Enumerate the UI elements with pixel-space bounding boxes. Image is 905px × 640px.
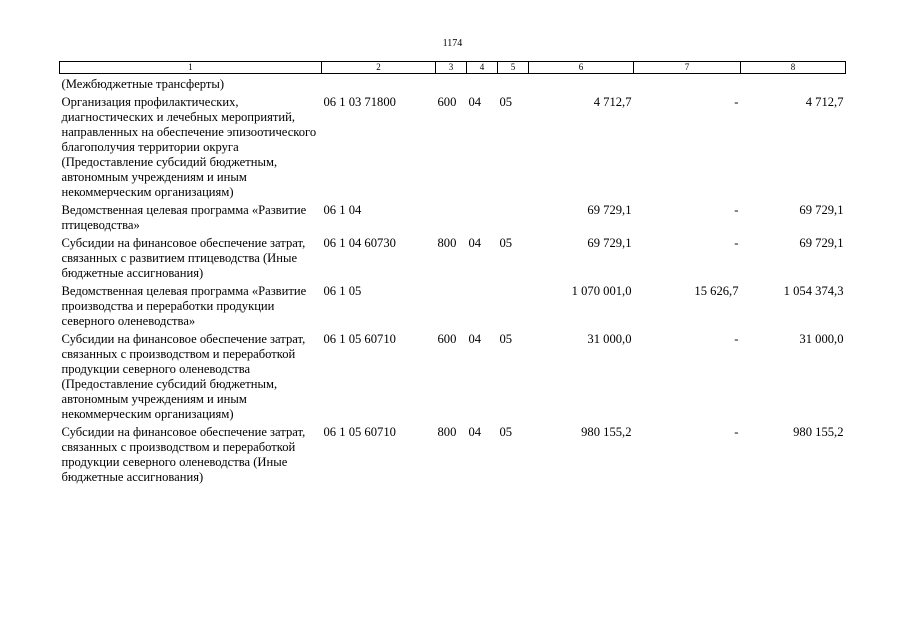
approved-sum: 4 712,7 (593, 95, 632, 109)
row-description: (Межбюджетные трансферты) (61, 77, 225, 91)
expense-type (436, 200, 467, 233)
column-number-row (60, 62, 846, 74)
target-article-code: 06 1 03 71800 (323, 95, 396, 109)
approved-sum: 1 070 001,0 (571, 284, 632, 298)
continuation-row (60, 74, 846, 93)
approved-sum: 69 729,1 (587, 203, 632, 217)
expense-type: 800 (437, 236, 457, 250)
row-description: Ведомственная целевая программа «Развитие птицеводства» (61, 203, 307, 232)
subsection-code: 05 (499, 236, 513, 250)
change-sum: - (734, 203, 739, 217)
row-description: Субсидии на финансовое обеспечение затрат, связанных с производством и переработкой продукции северного оленеводства (Предоставление субсидий бюджетным, автономным учреждениям и иным некоммерческим организациям) (61, 332, 306, 421)
change-sum: - (734, 236, 739, 250)
approved-sum: 980 155,2 (581, 425, 632, 439)
table-row (60, 422, 846, 485)
target-article-code: 06 1 05 60710 (323, 425, 396, 439)
change-sum: - (734, 95, 739, 109)
expense-type: 600 (437, 332, 457, 346)
target-article-code: 06 1 04 60730 (323, 236, 396, 250)
row-description: Субсидии на финансовое обеспечение затрат, связанных с развитием птицеводства (Иные бюджетные ассигнования) (61, 236, 306, 280)
subsection-code: 05 (499, 332, 513, 346)
section-code: 04 (468, 236, 482, 250)
change-sum: - (734, 425, 739, 439)
page-number: 1174 (442, 38, 463, 49)
column-number: 4 (467, 62, 498, 74)
column-number: 1 (60, 62, 322, 74)
table-row (60, 281, 846, 329)
column-number: 5 (498, 62, 529, 74)
total-sum: 1 054 374,3 (783, 284, 844, 298)
target-article-code: 06 1 04 (323, 203, 362, 217)
approved-sum: 31 000,0 (587, 332, 632, 346)
table-row (60, 233, 846, 281)
column-number: 6 (529, 62, 634, 74)
section-code (467, 281, 498, 329)
subsection-code (498, 200, 529, 233)
row-description: Организация профилактических, диагностических и лечебных мероприятий, направленных на обеспечение эпизоотического благополучия территории округа (Предоставление субсидий бюджетным, автономным учреждениям и иным некоммерческим организациям) (61, 95, 317, 199)
total-sum: 69 729,1 (799, 203, 844, 217)
target-article-code: 06 1 05 (323, 284, 362, 298)
expense-type: 800 (437, 425, 457, 439)
total-sum: 69 729,1 (799, 236, 844, 250)
budget-table (59, 61, 846, 485)
subsection-code (498, 281, 529, 329)
table-row (60, 200, 846, 233)
column-number: 8 (741, 62, 846, 74)
subsection-code: 05 (499, 95, 513, 109)
subsection-code: 05 (499, 425, 513, 439)
expense-type: 600 (437, 95, 457, 109)
approved-sum: 69 729,1 (587, 236, 632, 250)
column-number: 3 (436, 62, 467, 74)
table-row (60, 92, 846, 200)
row-description: Субсидии на финансовое обеспечение затрат, связанных с производством и переработкой продукции северного оленеводства (Иные бюджетные ассигнования) (61, 425, 306, 484)
section-code: 04 (468, 95, 482, 109)
table-row (60, 329, 846, 422)
section-code (467, 200, 498, 233)
total-sum: 980 155,2 (793, 425, 844, 439)
section-code: 04 (468, 332, 482, 346)
column-number: 2 (322, 62, 436, 74)
section-code: 04 (468, 425, 482, 439)
total-sum: 4 712,7 (805, 95, 844, 109)
total-sum: 31 000,0 (799, 332, 844, 346)
change-sum: - (734, 332, 739, 346)
expense-type (436, 281, 467, 329)
target-article-code: 06 1 05 60710 (323, 332, 396, 346)
change-sum: 15 626,7 (694, 284, 739, 298)
column-number: 7 (634, 62, 741, 74)
row-description: Ведомственная целевая программа «Развитие производства и переработки продукции северного оленеводства» (61, 284, 307, 328)
